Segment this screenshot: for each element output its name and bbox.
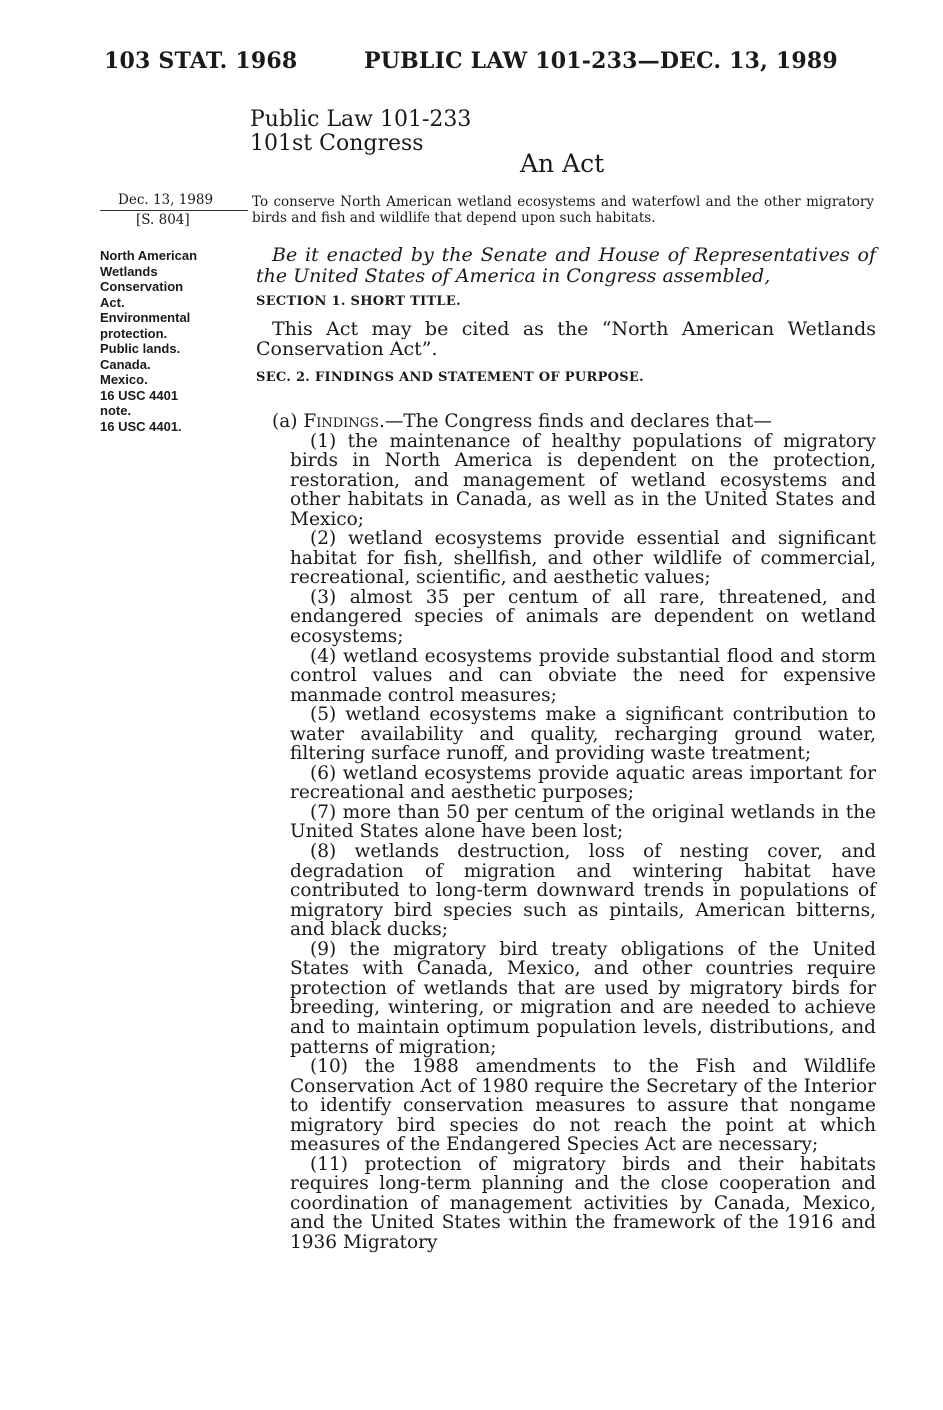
margin-rule (100, 210, 248, 211)
margin-note: Public lands. (100, 341, 181, 356)
finding-item: (5) wetland ecosystems make a significant contribution to water availability and quality, recharging ground water, filtering surface runoff, and providing waste treatment; (290, 704, 876, 765)
section-1-heading: SECTION 1. SHORT TITLE. (256, 294, 461, 309)
act-heading: An Act (520, 149, 605, 178)
margin-note: Canada. (100, 356, 151, 372)
findings-list (272, 411, 876, 1253)
page-stat-citation: 103 STAT. 1968 (104, 48, 298, 74)
subsection-heading: Findings (303, 411, 379, 432)
section-2-heading: SEC. 2. FINDINGS AND STATEMENT OF PURPOSE. (256, 370, 644, 385)
congress-number: 101st Congress (250, 131, 424, 156)
margin-note: Act. (100, 294, 125, 310)
enacting-clause: Be it enacted by the Senate and House of Representatives of the United States of America in Congress assembled, (256, 244, 876, 287)
finding-item: (3) almost 35 per centum of all rare, threatened, and endangered species of animals are dependent on wetland ecosystems; (290, 586, 876, 648)
finding-item: (10) the 1988 amendments to the Fish and Wildlife Conservation Act of 1980 require the Secretary of the Interior to identify conservation measures to assure that nongame migratory bird species do not reach the point at which measures of the Endangered Species Act are necessary; (290, 1056, 876, 1156)
margin-note: note. (100, 403, 132, 418)
long-title: To conserve North American wetland ecosystems and waterfowl and the other migratory birds and fish and wildlife that depend upon such habitats. (252, 194, 874, 226)
finding-item: (1) the maintenance of healthy populations of migratory birds in North America is dependent on the protection, restoration, and management of wetland ecosystems and other habitats in Canada, as well as in the United States and Mexico; (290, 430, 876, 530)
margin-note: Wetlands (100, 263, 158, 279)
section-1-text: This Act may be cited as the “North American Wetlands Conservation Act”. (256, 318, 876, 360)
margin-note: North American (100, 248, 198, 263)
subsection-intro: .—The Congress finds and declares that— (378, 411, 772, 432)
margin-notes (100, 248, 248, 434)
margin-note: protection. (100, 325, 168, 341)
finding-item: (11) protection of migratory birds and their habitats requires long-term planning and the close cooperation and coordination of management activities by Canada, Mexico, and the United States within the framework of the 1916 and 1936 Migratory (290, 1153, 876, 1253)
margin-note: 16 USC 4401. (100, 418, 182, 434)
finding-item: (7) more than 50 per centum of the original wetlands in the United States alone have been lost; (290, 801, 876, 843)
finding-item: (6) wetland ecosystems provide aquatic areas important for recreational and aesthetic purposes; (290, 762, 876, 804)
margin-note: 16 USC 4401 (100, 387, 179, 403)
finding-item: (2) wetland ecosystems provide essential and significant habitat for fish, shellfish, and other wildlife of commercial, recreational, scientific, and aesthetic values; (290, 528, 876, 589)
subsection-label: (a) (272, 411, 304, 432)
finding-item: (4) wetland ecosystems provide substantial flood and storm control values and can obviate the need for expensive manmade control measures; (290, 645, 876, 706)
margin-note: Mexico. (100, 372, 148, 387)
margin-date: Dec. 13, 1989 (118, 192, 214, 208)
margin-note: Environmental (100, 310, 191, 325)
running-header: PUBLIC LAW 101-233—DEC. 13, 1989 (364, 48, 838, 74)
margin-bill-number: [S. 804] (136, 212, 190, 228)
margin-note: Conservation (100, 279, 184, 294)
finding-item: (9) the migratory bird treaty obligations of the United States with Canada, Mexico, and other countries require protection of wetlands that are used by migratory birds for breeding, wintering, or migration and are needed to achieve and to maintain optimum population levels, distributions, and patterns of migration; (290, 938, 876, 1058)
public-law-number: Public Law 101-233 (250, 107, 472, 132)
finding-item: (8) wetlands destruction, loss of nesting cover, and degradation of migration and wintering habitat have contributed to long-term downward trends in populations of migratory bird species such as pintails, American bitterns, and black ducks; (290, 841, 876, 941)
findings-intro (256, 412, 876, 432)
